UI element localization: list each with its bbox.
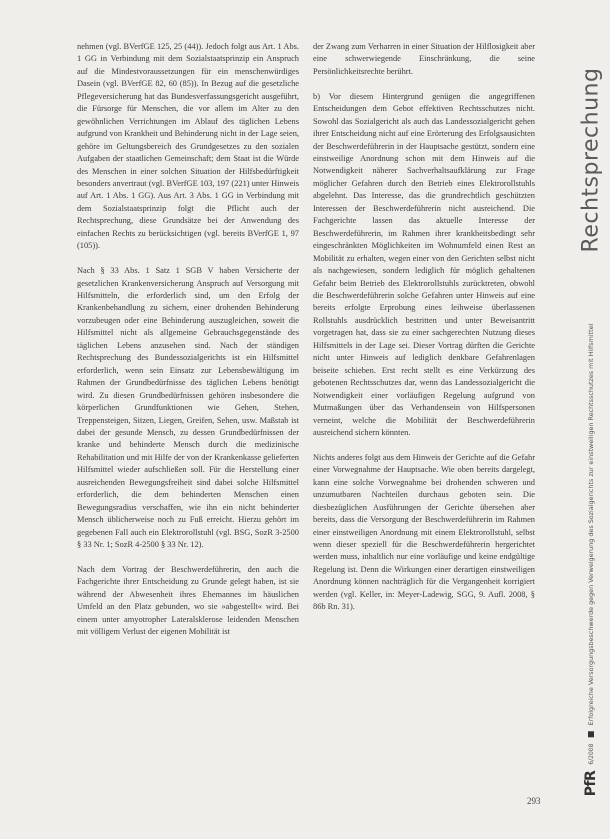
paragraph: Nach dem Vortrag der Beschwerdeführerin, den auch die Fachgerichte ihrer Entscheidung zu Grunde gelegt haben, ist sie während der Abwesenheit ihres Ehemannes im häuslichen Umfeld an den Platz gebunden, wo sie »abgestellt« wird. Bei einem unter amyotropher Lateralsklerose leidenden Menschen mit völligem Verlust der eigenen Mobilität ist [77,564,299,637]
paragraph: Nach § 33 Abs. 1 Satz 1 SGB V haben Versicherte der gesetzlichen Krankenversicherung Anspruch auf Versorgung mit Hilfsmitteln, die erforderlich sind, um den Erfolg der Krankenbehandlung zu sichern, einer drohenden Behinderung vorzubeugen oder eine Behinderung auszugleichen, soweit die Hilfsmittel nicht als allgemeine Gebrauchsgegenstände des täglichen Lebens anzusehen sind. Nach der ständigen Rechtsprechung des Bundessozialgerichts ist ein Hilfsmittel erforderlich, wenn sein Einsatz zur Lebensbewältigung im Rahmen der Grundbedürfnisse des täglichen Lebens benötigt wird. Zu diesen Grundbedürfnissen gehören insbesondere die körperlichen Grundfunktionen wie Gehen, Stehen, Treppensteigen, Sitzen, Liegen, Greifen, Sehen, usw. Maßstab ist dabei der gesunde Mensch, zu dessen Grundbedürfnissen der kranke und behinderte Mensch durch die medizinische Rehabilitation und mit Hilfe der von der Krankenkasse gelieferten Hilfsmittel wieder aufschließen soll. Für die Herstellung einer ausreichenden Bewegungsfreiheit sind dabei solche Hilfsmittel erforderlich, die dem behinderten Menschen einen Bewegungsradius verschaffen, wie ihn ein nicht behinderter Mensch üblicherweise noch zu Fuß erreicht. Hierzu gehört im gegebenen Fall auch ein Elektrorollstuhl (vgl. BSG, SozR 3-2500 § 33 Nr. 1; SozR 4-2500 § 33 Nr. 12). [77,266,299,550]
paragraph: b) Vor diesem Hintergrund genügen die angegriffenen Entscheidungen dem Gebot effektiven Rechtsschutzes nicht. Sowohl das Sozialgericht als auch das Landessozialgericht gehen ihrer Entscheidung nicht auf eine Erörterung des Erfolgsausichten der Beschwerdeführerin in der Hauptsache gestützt, sondern eine einstweilige Anordnung schon mit dem Hinweis auf die Notwendigkeit näherer Sachverhaltsaufklärung zur Frage möglicher Gefahren durch den Betrieb eines Elektrorollstuhls abgelehnt. Das Interesse, das die grundrechtlich geschützten Interessen der Beschwerdeführerin nicht ausreichend. Die Fachgerichte lassen das aktuelle Interesse der Beschwerdeführerin, im Rahmen ihrer krankheitsbedingt sehr eingeschränkten Möglichkeiten im Wohnumfeld einen Rest an Mobilität zu erhalten, wegen einer von den Gerichten selbst nicht als nachgewiesen, sondern lediglich für möglich gehaltenen Gefahr beim Betrieb des Elektrorollstuhls zurücktreten, obwohl die Beschwerdeführerin solche Gefahren unter Hinweis auf eine bereits erfolgte Erprobung eines leihweise überlassenen Rollstuhls ausdrücklich bestritten und unter Beweisantritt vorgetragen hat, dass sie zu einer sachgerechten Nutzung dieses Hilfsmittels in der Lage sei. Dieser Vortrag dürften die Gerichte nicht unter Hinweis auf lediglich denkbare Gefahrenlagen beiseite schieben. Erst recht stellt es eine Verkürzung des gebotenen Rechtsschutzes dar, wenn das Landessozialgericht die Notwendigkeit einer vorläufigen Regelung aufgrund von Mutmaßungen über das Verhandensein von Hilfspersonen verneint, welche die Mobilität der Beschwerdeführerin ausreichend sichern könnten. [313,91,535,437]
page-number: 293 [527,796,541,806]
paragraph: der Zwang zum Verharren in einer Situation der Hilflosigkeit aber eine schwerwiegende Einschränkung, die seine Persönlichkeitsrechte berührt. [313,42,535,76]
paragraph: Nichts anderes folgt aus dem Hinweis der Gerichte auf die Gefahr einer Vorwegnahme der Hauptsache. Wie oben bereits dargelegt, kann eine solche Vorwegnahme bei drohenden schweren und unzumutbaren Nachteilen durchaus geboten sein. Die diesbezüglichen Ausführungen der Gerichte übersehen aber bereits, dass die Versorgung der Beschwerdeführerin im Rahmen einer einstweiligen Anordnung mit einem Elektrorollstuhl, selbst wenn dieser speziell für die Beschwerdeführerin hergerichtet werden muss, inhaltlich nur eine vorläufige und keine endgültige Regelung ist. Denn die Wirkungen einer derartigen einstweiligen Anordnung können nachträglich für die Vergangenheit korrigiert werden (vgl. Keller, in: Meyer-Ladewig, SGG, 9. Aufl. 2008, § 86b Rn. 31). [313,452,535,612]
paragraph: nehmen (vgl. BVerfGE 125, 25 (44)). Jedoch folgt aus Art. 1 Abs. 1 GG in Verbindung mit dem Sozialstaatsprinzip ein Anspruch auf die Mindestvoraussetzungen für ein menschenwürdiges Dasein (vgl. BVerfGE 82, 60 (85)). In Bezug auf die gesetzliche Pflegeversicherung hat das Bundesverfassungsgericht ausgeführt, die Fürsorge für Menschen, die vor allem im Alter zu den gewöhnlichen Verrichtungen im Ablauf des täglichen Lebens aufgrund von Krankheit und Behinderung nicht in der Lage seien, gehöre im Geltungsbereich des Grundgesetzes zu den sozialen Aufgaben der staatlichen Gemeinschaft; dem Staat ist die Würde des Menschen in einer solchen Situation der Hilfsbedürftigkeit besonders anvertraut (vgl. BVerfGE 103, 197 (221) unter Hinweis auf Art. 1 Abs. 1 GG). Aus Art. 3 Abs. 1 GG in Verbindung mit dem Sozialstaatsprinzip folgt die Pflicht auch der Rechtsprechung, diese Grundsätze bei der Anwendung des einfachen Rechts zu berücksichtigen (vgl. bereits BVerfGE 1, 97 (105)). [77,42,299,251]
issue-number: 6/2008 [587,743,595,765]
side-footer [582,300,600,820]
running-head [578,40,604,280]
journal-logo: PfR [583,770,599,797]
right-text-column [313,41,535,626]
square-bullet-icon [588,732,594,738]
left-text-column [77,41,299,651]
running-head-text: Rechtsprechung [578,67,604,253]
article-caption: Erfolgreiche Versorgungsbeschwerde gegen Verweigerung des Sozialgerichts zur einstweiligen Rechtsschutzes mit Hilfsmittel [587,323,595,726]
